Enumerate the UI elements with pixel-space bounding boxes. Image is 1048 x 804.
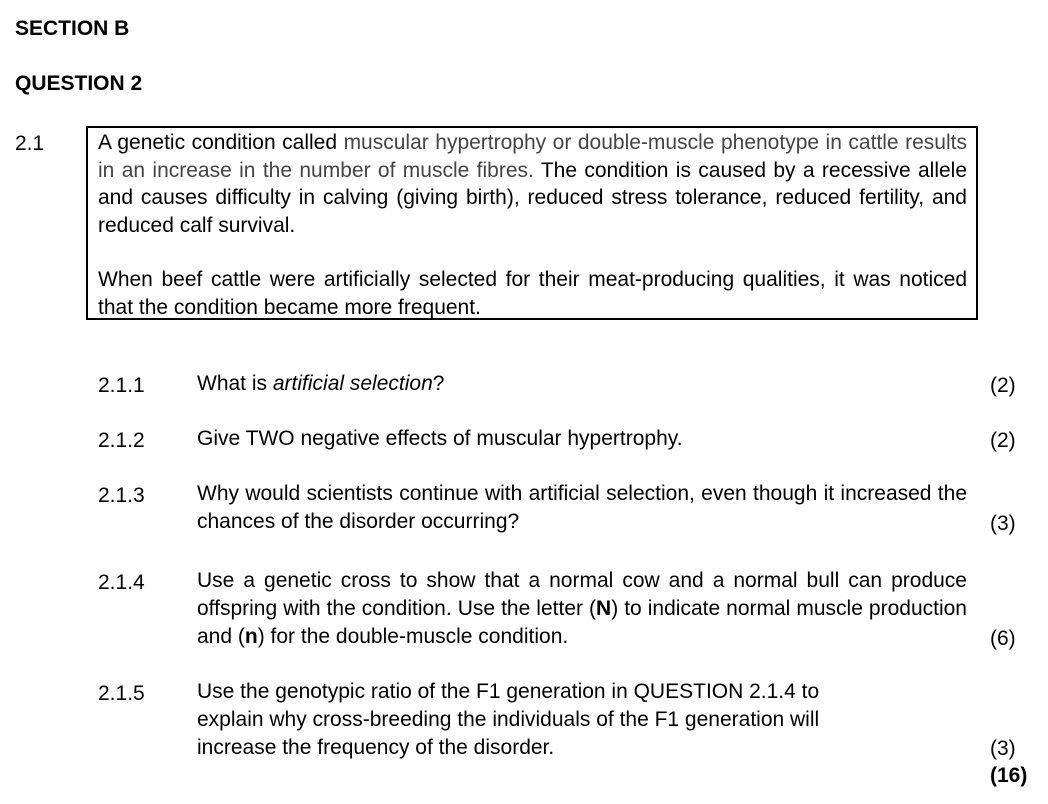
- subquestion-number: 2.1.5: [98, 682, 145, 705]
- subquestion-text: [197, 567, 967, 651]
- subquestion-line: increase the frequency of the disorder.: [197, 736, 555, 759]
- subquestion-emphasis: artificial selection: [272, 372, 433, 395]
- marks-allocation: (3): [990, 512, 1016, 535]
- marks-allocation: (6): [990, 627, 1016, 650]
- subquestion-text: Why would scientists continue with artificial selection, even though it increased the chances of the disorder occurring?: [197, 482, 967, 533]
- total-marks: (16): [990, 764, 1028, 787]
- context-paragraph-1: [98, 129, 967, 239]
- context-highlight-text: muscular hypertrophy or double-muscle phenotype in cattle results in an increase in the number of muscle fibres.: [98, 131, 967, 182]
- subquestion-line: explain why cross-breeding the individuals of the F1 generation will: [197, 708, 820, 731]
- allele-symbol-recessive: n: [244, 625, 258, 648]
- subquestion-text: [197, 370, 967, 398]
- section-heading: SECTION B: [15, 17, 130, 40]
- context-text: A genetic condition called: [98, 131, 344, 154]
- subquestion-line: Use the genotypic ratio of the F1 generation in QUESTION 2.1.4 to: [197, 680, 820, 703]
- subquestion-text: Give TWO negative effects of muscular hypertrophy.: [197, 427, 683, 450]
- allele-symbol-dominant: N: [596, 597, 612, 620]
- subquestion-text-part: What is: [197, 372, 273, 395]
- marks-allocation: (2): [990, 374, 1016, 397]
- marks-allocation: (2): [990, 429, 1016, 452]
- context-paragraph-2: When beef cattle were artificially selected for their meat-producing qualities, it was noticed that the condition became more frequent.: [98, 268, 967, 319]
- context-box: [86, 126, 978, 320]
- subquestion-text-part: ) to indicate normal muscle production and (: [197, 597, 967, 648]
- marks-allocation: (3): [990, 737, 1016, 760]
- subquestion-text-part: Use a genetic cross to show that a normal cow and a normal bull can produce offspring with the condition. Use the letter (: [197, 569, 967, 620]
- context-text: The condition is caused by a recessive allele and causes difficulty in calving (giving birth), reduced stress tolerance, reduced fertility, and reduced calf survival.: [98, 158, 968, 237]
- subquestion-number: 2.1.4: [98, 571, 145, 594]
- subquestion-number: 2.1.3: [98, 484, 145, 507]
- subquestion-number: 2.1.2: [98, 429, 145, 452]
- subquestion-number: 2.1.1: [98, 374, 145, 397]
- subquestion-text-part: ?: [432, 372, 445, 395]
- subquestion-text: [197, 678, 967, 762]
- question-heading: QUESTION 2: [15, 72, 143, 95]
- question-number: 2.1: [15, 132, 45, 155]
- subquestion-text-part: ) for the double-muscle condition.: [257, 625, 569, 648]
